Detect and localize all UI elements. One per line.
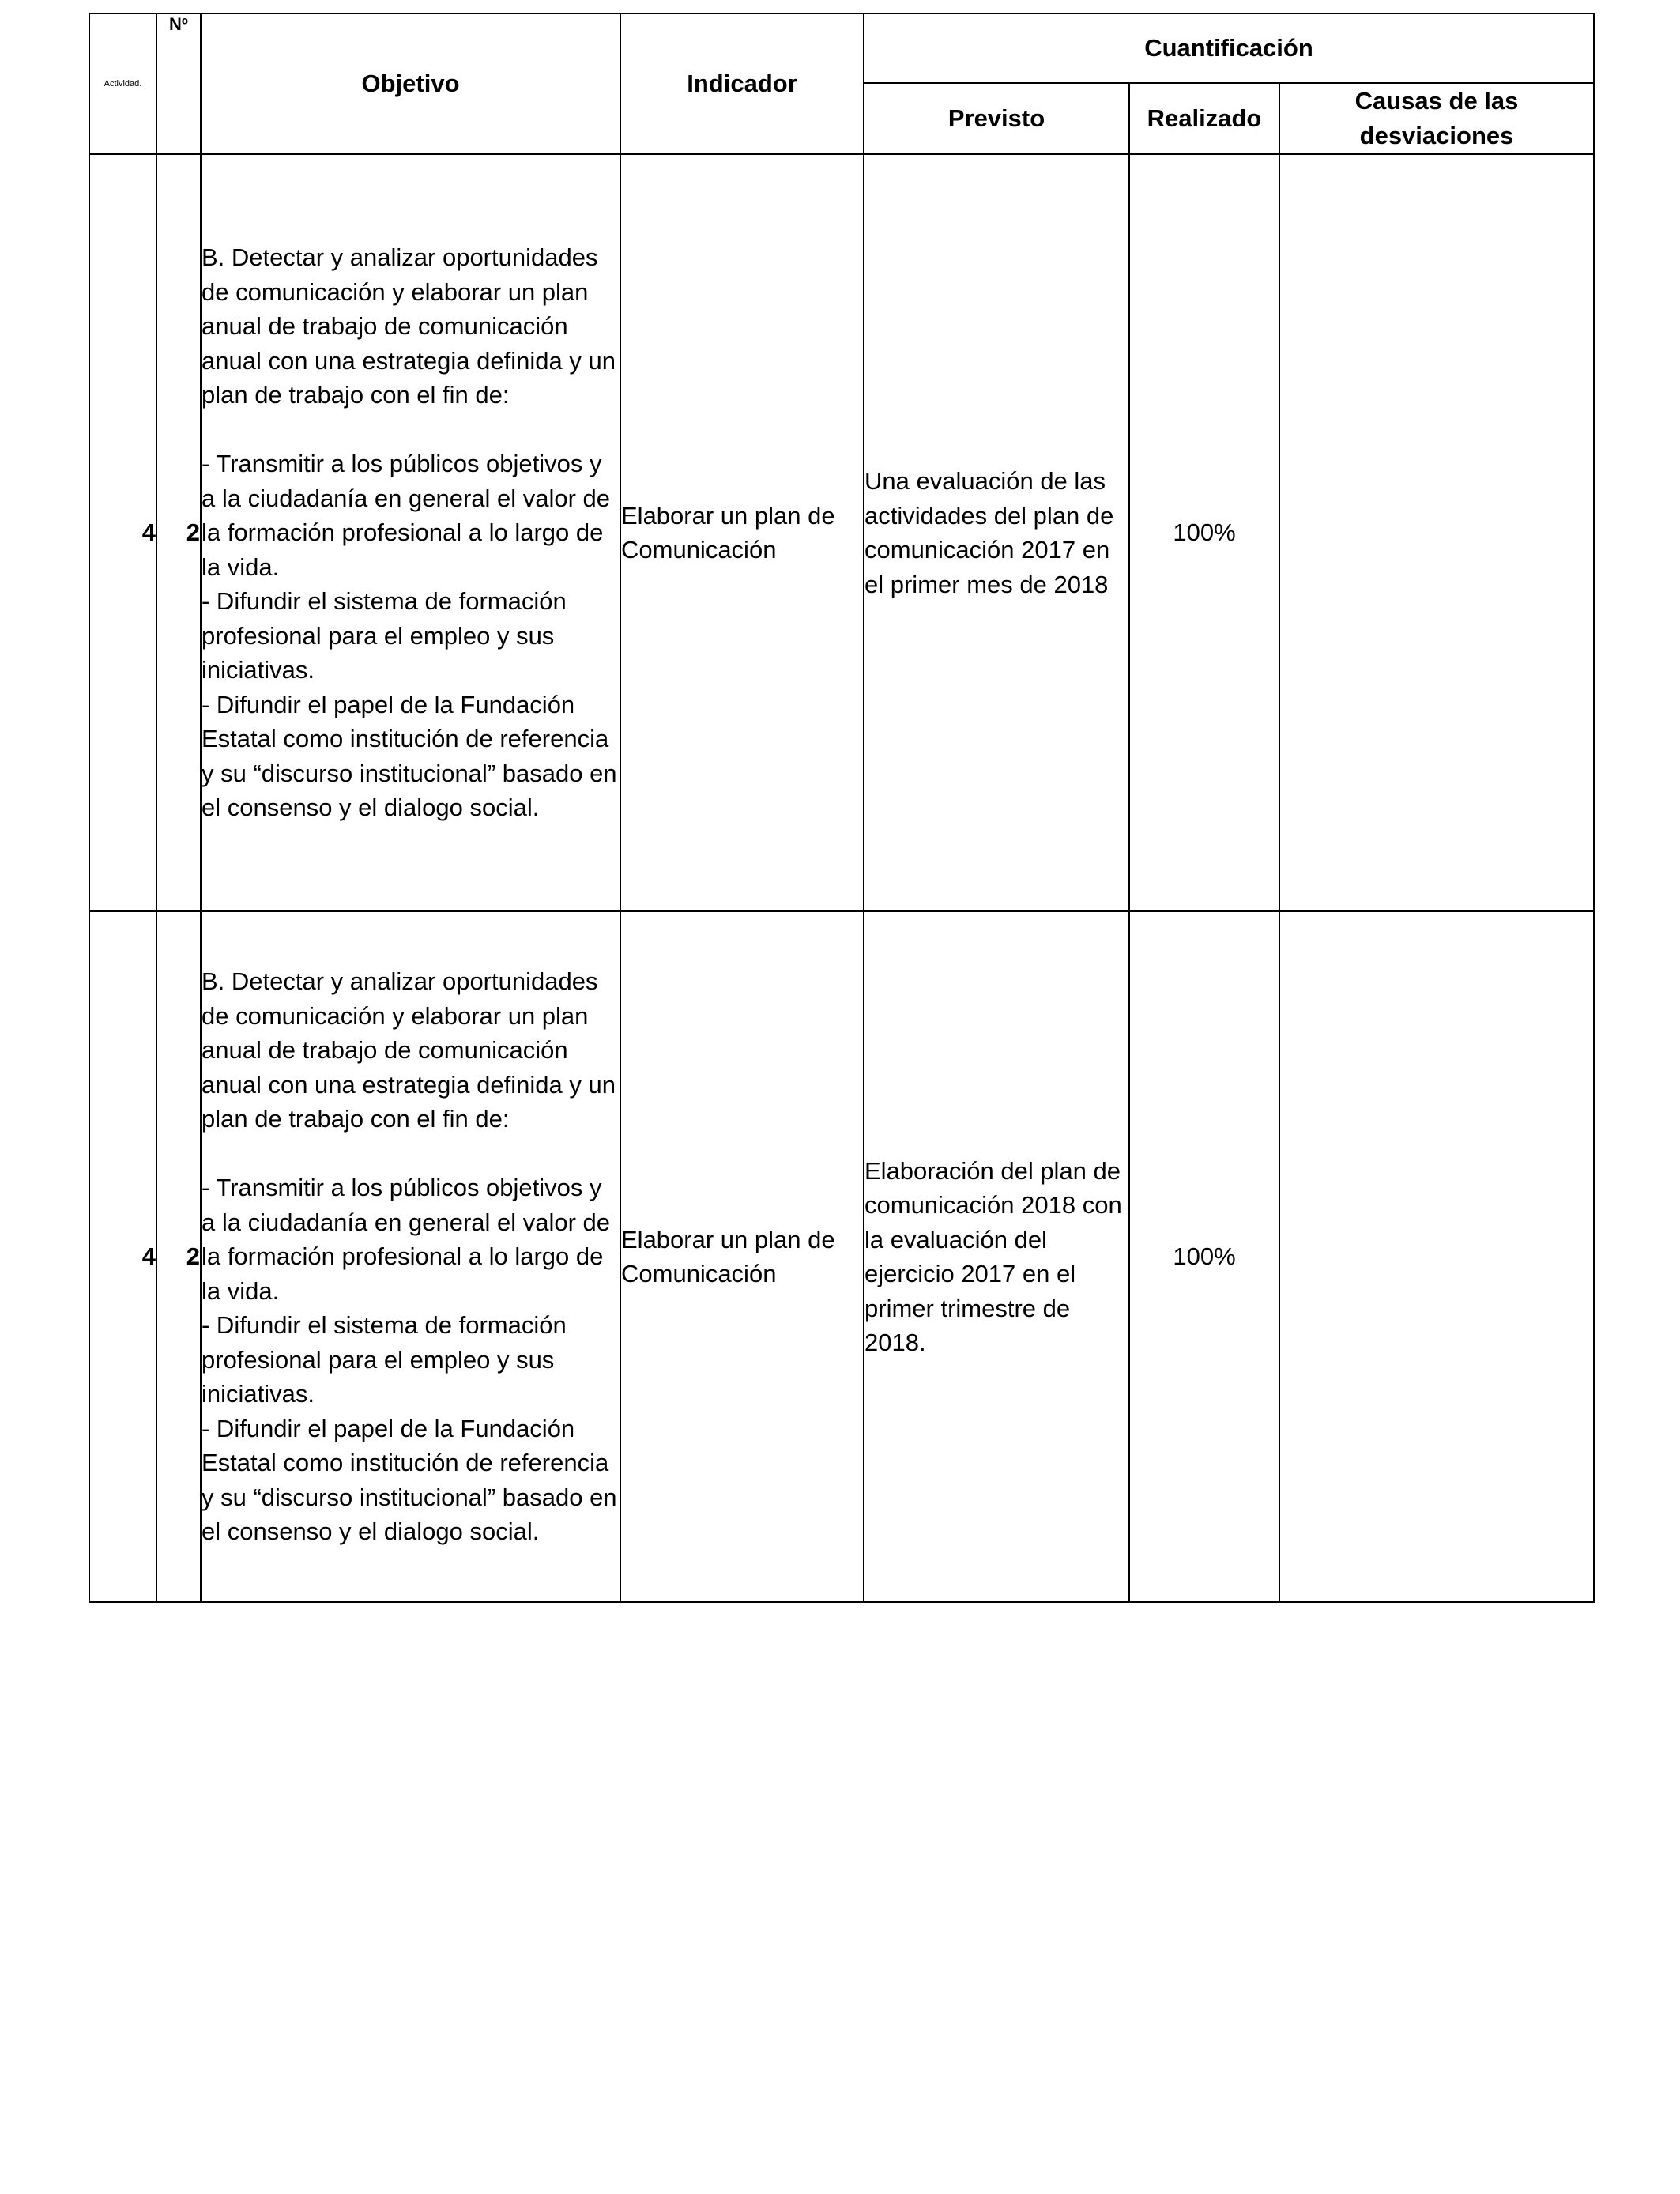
cell-indicador: Elaborar un plan de Comunicación (620, 911, 864, 1602)
cell-numero: 2 (156, 154, 201, 911)
cell-objetivo: B. Detectar y analizar oportunidades de comunicación y elaborar un plan anual de trabajo de comunicación anual con una estrategia definida y un plan de trabajo con el fin de: - Transmitir a los públicos objetivos y a la ciudadanía en general el valor de la formación profesional a lo largo de la vida. - Difundir el sistema de formación profesional para el empleo y sus iniciativas. - Difundir el papel de la Fundación Estatal como institución de referencia y su “discurso institucional” basado en el consenso y el dialogo social. (201, 911, 620, 1602)
cell-realizado: 100% (1129, 154, 1279, 911)
cell-numero: 2 (156, 911, 201, 1602)
table-row (89, 911, 1594, 1602)
cell-causas (1279, 911, 1594, 1602)
cell-actividad: 4 (89, 911, 156, 1602)
header-indicador: Indicador (620, 13, 864, 154)
header-realizado: Realizado (1129, 83, 1279, 154)
cell-actividad: 4 (89, 154, 156, 911)
cell-indicador: Elaborar un plan de Comunicación (620, 154, 864, 911)
cell-previsto: Una evaluación de las actividades del plan de comunicación 2017 en el primer mes de 2018 (864, 154, 1129, 911)
header-cuantificacion: Cuantificación (864, 13, 1594, 83)
header-previsto: Previsto (864, 83, 1129, 154)
cell-realizado: 100% (1129, 911, 1279, 1602)
header-actividad: Actividad. (89, 13, 156, 154)
cell-previsto: Elaboración del plan de comunicación 2018 con la evaluación del ejercicio 2017 en el primer trimestre de 2018. (864, 911, 1129, 1602)
activity-table (89, 13, 1595, 1603)
header-objetivo: Objetivo (201, 13, 620, 154)
table-row (89, 154, 1594, 911)
cell-causas (1279, 154, 1594, 911)
header-causas: Causas de las desviaciones (1279, 83, 1594, 154)
cell-objetivo: B. Detectar y analizar oportunidades de comunicación y elaborar un plan anual de trabajo de comunicación anual con una estrategia definida y un plan de trabajo con el fin de: - Transmitir a los públicos objetivos y a la ciudadanía en general el valor de la formación profesional a lo largo de la vida. - Difundir el sistema de formación profesional para el empleo y sus iniciativas. - Difundir el papel de la Fundación Estatal como institución de referencia y su “discurso institucional” basado en el consenso y el dialogo social. (201, 154, 620, 911)
header-numero: Nº (156, 13, 201, 154)
